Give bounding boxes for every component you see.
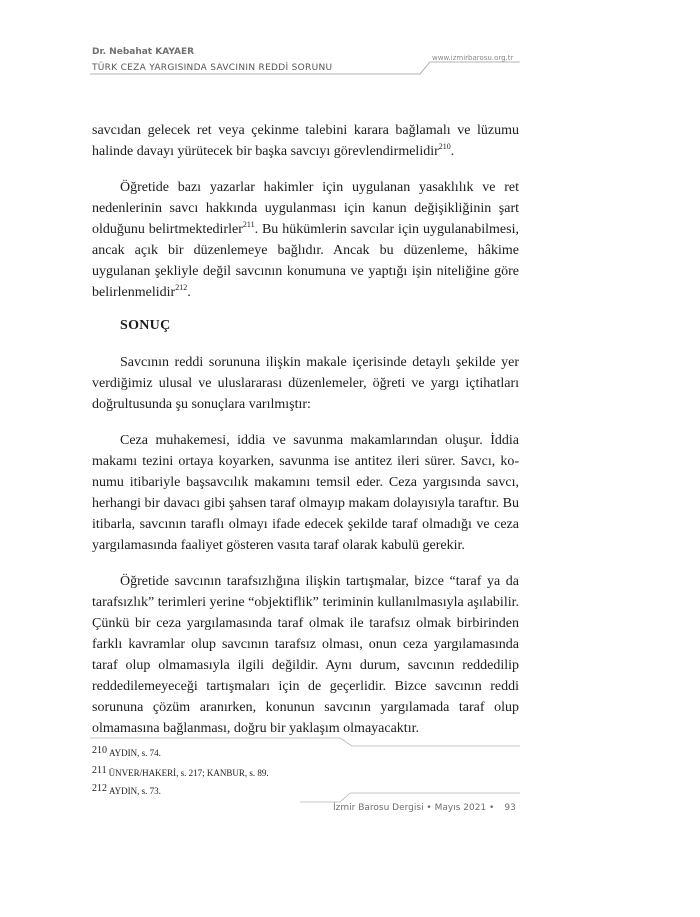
paragraph-5: Öğretide savcının tarafsızlığına ilişkin tartışmalar, bizce “taraf ya da tarafsızlık” terimleri yerine “objektiflik” teriminin kullanılmasıyla aşılabilir. Çünkü bir ceza yargılamasında taraf olmak ile tarafsız olmak birbirinden farklı kavramlar olup savcının tarafsız olması, onun ceza yargılamasında taraf olup olmamasıyla ilgili değildir. Aynı durum, savcının reddedilip reddedilemeyeceği tartışmaları için de geçerlidir. Bizce savcının reddi sorununa çözüm aranırken, konunun savcının yargılamada taraf olup olmamasına bağlanması, doğru bir yaklaşım olmayacaktır. [92, 574, 519, 736]
footnote-number: 210 [92, 745, 107, 756]
paragraph-1-end: . [450, 144, 455, 159]
header-rule [90, 58, 520, 78]
footnote-ref-210[interactable]: 210 [438, 142, 451, 151]
paragraph-3: Savcının reddi sorununa ilişkin makale içerisinde detaylı şekilde yer verdiğimiz ulusal ve uluslararası düzenlemeler, öğreti ve yargı içtihatları doğrultusunda şu sonuçlara varılmıştır: [92, 355, 519, 412]
footnote-211 [92, 765, 269, 778]
paragraph-2-text-a: Öğretide bazı yazarlar hakimler için uygulanan yasaklılık ve ret nedenlerinin savcı hakkında uygulanması için kanun değişikliğinin şart olduğunu belirtmektedirler [92, 180, 519, 237]
footer-journal: İzmir Barosu Dergisi • Mayıs 2021 • [333, 803, 495, 813]
footnote-212 [92, 783, 161, 796]
page-number: 93 [504, 803, 516, 813]
section-heading-sonuc: SONUÇ [120, 318, 171, 333]
footnote-number: 211 [92, 765, 107, 776]
header-article-title: TÜRK CEZA YARGISINDA SAVCININ REDDİ SORUNU [92, 63, 333, 73]
footer-rule [300, 790, 520, 804]
footnote-text: AYDIN, s. 74. [109, 748, 161, 758]
footnote-text: ÜNVER/HAKERİ, s. 217; KANBUR, s. 89. [108, 768, 269, 778]
paragraph-2-end: . [187, 285, 191, 300]
footnote-210 [92, 745, 161, 758]
paragraph-1-text: savcıdan gelecek ret veya çekinme talebini karara bağlamalı ve lüzumu halinde davayı yürütecek bir başka savcıyı görevlendirmelidir [92, 123, 519, 159]
paragraph-2 [92, 177, 519, 303]
paragraph-4: Ceza muhakemesi, iddia ve savunma makamlarından oluşur. İddia makamı tezini ortaya koyarken, savunma ise antitez ileri sürer. Savcı, konumu itibariyle başsavcılık makamını temsil eder. Ceza yargısında savcı, herhangi bir davacı gibi şahsen taraf olmayıp makam dolayısıyla taraftır. Bu itibarla, savcının taraflı olmayı ifade edecek şekilde taraf olmadığı ve ceza yargılamasında faaliyet gösteren vasıta taraf olarak kabulü gerekir. [92, 433, 519, 553]
footnote-text: AYDIN, s. 73. [109, 786, 161, 796]
footnote-ref-211[interactable]: 211 [242, 220, 255, 229]
paragraph-2-text-b: . Bu hükümlerin savcılar için uygulanabilmesi, ancak açık bir düzenlemeye bağlıdır. Ancak bu düzenleme, hâkime uygulanan şekliyle değil savcının konumuna ve yaptığı işin niteliğine göre belirlenmelidir [92, 222, 519, 300]
footer [333, 803, 516, 813]
paragraph-1 [92, 120, 519, 162]
header-url: www.izmirbarosu.org.tr [432, 54, 514, 62]
header-author: Dr. Nebahat KAYAER [92, 47, 195, 57]
footnote-ref-212[interactable]: 212 [175, 283, 188, 292]
footnote-number: 212 [92, 783, 107, 794]
